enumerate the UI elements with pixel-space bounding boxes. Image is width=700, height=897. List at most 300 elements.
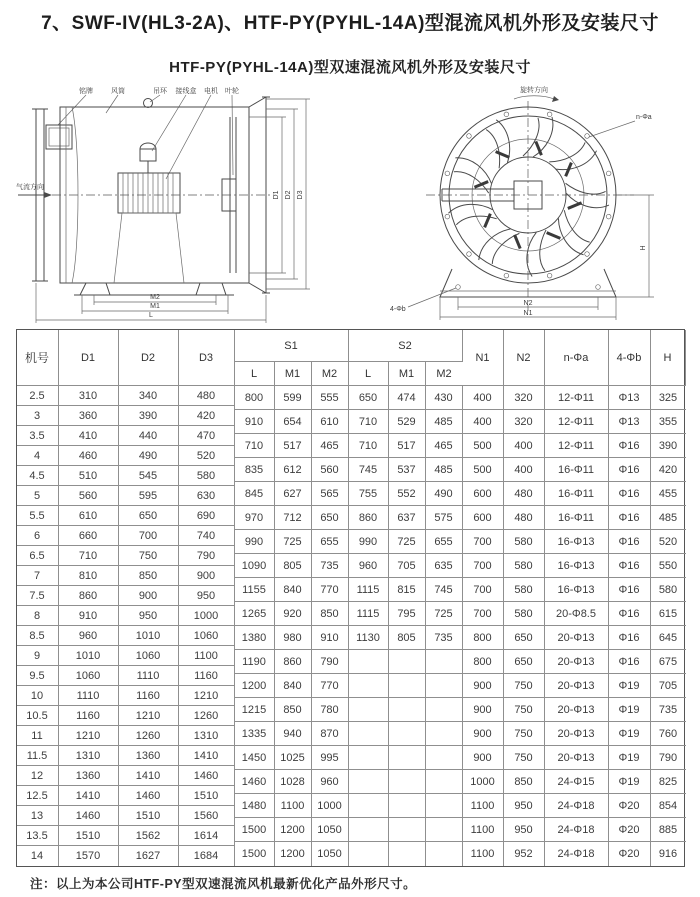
table-cell: 600: [463, 482, 504, 506]
table-cell: 1360: [119, 746, 179, 766]
table-cell: 20-Φ13: [545, 626, 609, 650]
table-cell: 735: [312, 554, 349, 578]
table-cell: [389, 674, 426, 698]
table-cell: 12: [17, 766, 59, 786]
table-cell: 455: [651, 482, 686, 506]
foot-bolt-hole: [456, 285, 461, 290]
table-cell: 580: [504, 554, 545, 578]
table-cell: 750: [504, 722, 545, 746]
table-cell: 700: [463, 602, 504, 626]
table-cell: 16-Φ11: [545, 458, 609, 482]
table-cell: 1560: [179, 806, 235, 826]
table-cell: 735: [426, 626, 463, 650]
table-cell: 900: [463, 746, 504, 770]
table-cell: 1360: [59, 766, 119, 786]
table-cell: [426, 842, 463, 866]
header-4b: 4-Φb: [609, 330, 651, 386]
dim-label-n2: N2: [523, 300, 533, 307]
table-cell: 700: [463, 530, 504, 554]
table-cell: 1410: [119, 766, 179, 786]
table-cell: 910: [312, 626, 349, 650]
table-cell: Φ19: [609, 674, 651, 698]
header-s2-l: L: [349, 362, 389, 386]
table-cell: 510: [59, 466, 119, 486]
header-s1-m2: M2: [312, 362, 349, 386]
table-cell: [349, 770, 389, 794]
table-cell: Φ19: [609, 770, 651, 794]
header-s1-m1: M1: [275, 362, 312, 386]
table-cell: 575: [426, 506, 463, 530]
table-cell: 1210: [59, 726, 119, 746]
header-s2-m2: M2: [426, 362, 463, 386]
part-label-casing: 风筒: [111, 88, 125, 95]
table-cell: [426, 650, 463, 674]
table-cell: 355: [651, 410, 686, 434]
foot-bolt-hole: [596, 285, 601, 290]
table-cell: 750: [504, 746, 545, 770]
table-cell: 900: [463, 698, 504, 722]
table-cell: 710: [235, 434, 275, 458]
table-cell: 1260: [119, 726, 179, 746]
table-cell: [389, 650, 426, 674]
dim-label-d1: D1: [273, 190, 280, 200]
table-cell: 1510: [119, 806, 179, 826]
header-s2-m1: M1: [389, 362, 426, 386]
table-cell: 550: [651, 554, 686, 578]
table-cell: 750: [119, 546, 179, 566]
table-cell: 805: [275, 554, 312, 578]
table-cell: 555: [312, 386, 349, 410]
table-cell: 710: [59, 546, 119, 566]
table-cell: 770: [312, 674, 349, 698]
dim-label-m2: M2: [150, 294, 160, 301]
table-cell: [426, 722, 463, 746]
table-cell: Φ16: [609, 458, 651, 482]
table-cell: 740: [179, 526, 235, 546]
table-cell: 16-Φ11: [545, 482, 609, 506]
table-cell: 16-Φ13: [545, 530, 609, 554]
table-cell: 552: [389, 482, 426, 506]
table-cell: [389, 770, 426, 794]
dim-label-n1: N1: [523, 310, 533, 317]
table-cell: 885: [651, 818, 686, 842]
table-cell: 7: [17, 566, 59, 586]
table-cell: 860: [275, 650, 312, 674]
header-model: 机号: [17, 330, 59, 386]
dim-label-l: L: [149, 312, 153, 319]
table-cell: 1160: [179, 666, 235, 686]
table-cell: 440: [119, 426, 179, 446]
table-cell: 560: [59, 486, 119, 506]
table-cell: 1460: [119, 786, 179, 806]
table-cell: 1028: [275, 770, 312, 794]
table-cell: 1110: [59, 686, 119, 706]
table-cell: 637: [389, 506, 426, 530]
table-cell: [426, 794, 463, 818]
table-cell: 1110: [119, 666, 179, 686]
dim-label-d2: D2: [285, 190, 292, 200]
table-cell: 900: [119, 586, 179, 606]
table-cell: 700: [119, 526, 179, 546]
table-cell: 1050: [312, 842, 349, 866]
table-cell: 360: [59, 406, 119, 426]
table-cell: 480: [179, 386, 235, 406]
table-cell: Φ16: [609, 530, 651, 554]
table-cell: 725: [426, 602, 463, 626]
table-cell: 755: [349, 482, 389, 506]
header-s1: S1: [235, 330, 349, 362]
table-cell: [349, 794, 389, 818]
table-cell: 1480: [235, 794, 275, 818]
table-cell: 980: [275, 626, 312, 650]
table-cell: 1060: [119, 646, 179, 666]
table-cell: 520: [651, 530, 686, 554]
table-cell: 565: [312, 482, 349, 506]
table-cell: 490: [426, 482, 463, 506]
table-cell: 800: [463, 650, 504, 674]
header-n2: N2: [504, 330, 545, 386]
table-cell: 1160: [119, 686, 179, 706]
table-cell: 1450: [235, 746, 275, 770]
table-cell: 1000: [179, 606, 235, 626]
table-cell: 1310: [59, 746, 119, 766]
table-cell: 960: [59, 626, 119, 646]
table-cell: 1210: [179, 686, 235, 706]
table-cell: 520: [179, 446, 235, 466]
table-cell: 529: [389, 410, 426, 434]
table-cell: Φ19: [609, 698, 651, 722]
table-cell: 560: [312, 458, 349, 482]
foot-bolts-label: 4-Φb: [390, 306, 406, 313]
table-cell: 810: [59, 566, 119, 586]
left-grid: [17, 386, 235, 866]
table-cell: 12-Φ11: [545, 410, 609, 434]
table-cell: 745: [349, 458, 389, 482]
table-cell: 900: [463, 674, 504, 698]
drawings-row: [14, 83, 686, 327]
table-cell: 870: [312, 722, 349, 746]
dim-label-m1: M1: [150, 303, 160, 310]
table-cell: 952: [504, 842, 545, 866]
table-cell: 850: [312, 602, 349, 626]
table-cell: 20-Φ13: [545, 722, 609, 746]
table-cell: 790: [651, 746, 686, 770]
table-cell: 24-Φ18: [545, 818, 609, 842]
table-cell: 940: [275, 722, 312, 746]
table-cell: 16-Φ11: [545, 506, 609, 530]
table-cell: Φ16: [609, 626, 651, 650]
table-cell: 650: [119, 506, 179, 526]
table-cell: [349, 746, 389, 770]
table-cell: 710: [349, 410, 389, 434]
table-cell: Φ16: [609, 482, 651, 506]
table-cell: 990: [235, 530, 275, 554]
table-cell: 825: [651, 770, 686, 794]
motor: [118, 173, 180, 213]
table-cell: 12-Φ11: [545, 386, 609, 410]
table-cell: 400: [463, 410, 504, 434]
spec-table: [16, 329, 685, 867]
table-cell: 610: [312, 410, 349, 434]
table-cell: 545: [119, 466, 179, 486]
table-cell: 9.5: [17, 666, 59, 686]
table-cell: 735: [651, 698, 686, 722]
table-cell: Φ13: [609, 386, 651, 410]
table-cell: 1100: [179, 646, 235, 666]
header-s1-l: L: [235, 362, 275, 386]
table-cell: 1090: [235, 554, 275, 578]
table-cell: 6: [17, 526, 59, 546]
table-cell: 805: [389, 626, 426, 650]
table-cell: 815: [389, 578, 426, 602]
table-cell: [389, 842, 426, 866]
table-cell: 320: [504, 410, 545, 434]
table-cell: 615: [651, 602, 686, 626]
table-cell: 712: [275, 506, 312, 530]
table-cell: 1115: [349, 602, 389, 626]
table-cell: 480: [504, 506, 545, 530]
header-d2: D2: [119, 330, 179, 386]
table-cell: 7.5: [17, 586, 59, 606]
table-cell: 1010: [119, 626, 179, 646]
table-cell: Φ19: [609, 746, 651, 770]
table-cell: 920: [275, 602, 312, 626]
table-cell: 410: [59, 426, 119, 446]
table-cell: 1100: [463, 842, 504, 866]
table-cell: 340: [119, 386, 179, 406]
table-cell: 1460: [59, 806, 119, 826]
table-cell: 950: [504, 794, 545, 818]
table-cell: 580: [651, 578, 686, 602]
table-cell: 460: [59, 446, 119, 466]
dim-label-h: H: [640, 245, 647, 251]
table-cell: 500: [463, 434, 504, 458]
table-cell: 1060: [59, 666, 119, 686]
table-cell: 4: [17, 446, 59, 466]
header-h: H: [651, 330, 686, 386]
table-cell: 485: [426, 458, 463, 482]
table-cell: 5.5: [17, 506, 59, 526]
table-cell: 16-Φ13: [545, 578, 609, 602]
table-cell: 3: [17, 406, 59, 426]
table-cell: Φ20: [609, 842, 651, 866]
table-cell: 725: [389, 530, 426, 554]
table-cell: [389, 818, 426, 842]
table-cell: 650: [504, 650, 545, 674]
table-cell: 675: [651, 650, 686, 674]
table-cell: 580: [504, 602, 545, 626]
table-cell: 970: [235, 506, 275, 530]
table-cell: 580: [504, 530, 545, 554]
table-cell: 950: [179, 586, 235, 606]
table-cell: 790: [312, 650, 349, 674]
table-cell: 1050: [312, 818, 349, 842]
table-cell: 310: [59, 386, 119, 406]
table-cell: 1210: [119, 706, 179, 726]
header-d1: D1: [59, 330, 119, 386]
header-s2: S2: [349, 330, 463, 362]
table-cell: Φ16: [609, 578, 651, 602]
table-cell: 474: [389, 386, 426, 410]
table-cell: 465: [312, 434, 349, 458]
table-cell: 24-Φ15: [545, 770, 609, 794]
table-cell: 10: [17, 686, 59, 706]
table-cell: 537: [389, 458, 426, 482]
table-cell: 465: [426, 434, 463, 458]
table-cell: 705: [389, 554, 426, 578]
table-cell: 650: [504, 626, 545, 650]
rotation-arrow-icon: [552, 96, 559, 102]
table-cell: 725: [275, 530, 312, 554]
table-cell: 1500: [235, 842, 275, 866]
table-cell: 1410: [59, 786, 119, 806]
table-cell: 1100: [463, 818, 504, 842]
table-cell: 485: [651, 506, 686, 530]
table-cell: Φ20: [609, 818, 651, 842]
table-cell: 645: [651, 626, 686, 650]
table-cell: 420: [179, 406, 235, 426]
table-cell: 1200: [275, 842, 312, 866]
table-cell: 8.5: [17, 626, 59, 646]
table-cell: 390: [119, 406, 179, 426]
table-cell: 12.5: [17, 786, 59, 806]
table-cell: 20-Φ13: [545, 698, 609, 722]
flange-bolts-label: n-Φa: [636, 114, 652, 121]
table-cell: 800: [235, 386, 275, 410]
table-cell: 24-Φ18: [545, 794, 609, 818]
table-cell: 635: [426, 554, 463, 578]
table-cell: 11: [17, 726, 59, 746]
junction-box: [140, 149, 156, 161]
table-cell: [426, 770, 463, 794]
table-cell: 1100: [275, 794, 312, 818]
table-cell: 20-Φ13: [545, 746, 609, 770]
table-cell: 1215: [235, 698, 275, 722]
table-cell: 1570: [59, 846, 119, 866]
table-cell: 612: [275, 458, 312, 482]
table-cell: 580: [179, 466, 235, 486]
part-label-impeller: 叶轮: [225, 88, 239, 95]
header-na: n-Φa: [545, 330, 609, 386]
table-cell: 1335: [235, 722, 275, 746]
table-cell: [426, 674, 463, 698]
table-cell: 1025: [275, 746, 312, 770]
table-cell: 9: [17, 646, 59, 666]
table-cell: 700: [463, 578, 504, 602]
table-cell: 627: [275, 482, 312, 506]
table-cell: 490: [119, 446, 179, 466]
table-cell: 1130: [349, 626, 389, 650]
table-cell: Φ16: [609, 506, 651, 530]
fan-front-view-drawing: [386, 83, 686, 327]
table-cell: 655: [426, 530, 463, 554]
table-cell: 700: [463, 554, 504, 578]
table-cell: 710: [349, 434, 389, 458]
page-subtitle: HTF-PY(PYHL-14A)型双速混流风机外形及安装尺寸: [169, 59, 531, 76]
table-cell: 1115: [349, 578, 389, 602]
table-cell: 4.5: [17, 466, 59, 486]
table-cell: 595: [119, 486, 179, 506]
leader-lines: [58, 95, 233, 179]
table-cell: 325: [651, 386, 686, 410]
table-cell: Φ16: [609, 434, 651, 458]
table-cell: 654: [275, 410, 312, 434]
table-cell: 400: [504, 434, 545, 458]
table-cell: 6.5: [17, 546, 59, 566]
table-cell: 500: [463, 458, 504, 482]
table-cell: 1200: [275, 818, 312, 842]
page-title: 7、SWF-IV(HL3-2A)、HTF-PY(PYHL-14A)型混流风机外形及安装尺寸: [41, 13, 659, 34]
table-body: [17, 386, 684, 866]
part-label-lifting-ring: 吊环: [153, 88, 167, 95]
table-cell: 20-Φ13: [545, 650, 609, 674]
table-cell: 900: [179, 566, 235, 586]
table-cell: 1100: [463, 794, 504, 818]
table-cell: [389, 794, 426, 818]
table-cell: 760: [651, 722, 686, 746]
right-grid: [235, 386, 686, 866]
table-cell: 630: [179, 486, 235, 506]
table-cell: Φ16: [609, 650, 651, 674]
table-cell: 990: [349, 530, 389, 554]
table-cell: 750: [504, 674, 545, 698]
table-cell: 517: [275, 434, 312, 458]
table-cell: 795: [389, 602, 426, 626]
fan-side-view-drawing: [14, 83, 356, 327]
table-cell: 20-Φ8.5: [545, 602, 609, 626]
table-cell: 850: [119, 566, 179, 586]
table-cell: 745: [426, 578, 463, 602]
table-cell: 1190: [235, 650, 275, 674]
footnote: 注：以上为本公司HTF-PY型双速混流风机最新优化产品外形尺寸。: [30, 877, 417, 891]
table-cell: 995: [312, 746, 349, 770]
table-cell: Φ20: [609, 794, 651, 818]
table-cell: 20-Φ13: [545, 674, 609, 698]
table-cell: 1380: [235, 626, 275, 650]
table-cell: [349, 650, 389, 674]
table-cell: 950: [119, 606, 179, 626]
table-cell: 5: [17, 486, 59, 506]
table-cell: 1000: [463, 770, 504, 794]
table-cell: 1510: [179, 786, 235, 806]
table-cell: 1460: [179, 766, 235, 786]
table-cell: 610: [59, 506, 119, 526]
table-cell: 1500: [235, 818, 275, 842]
dim-label-d3: D3: [297, 190, 304, 200]
table-cell: 790: [179, 546, 235, 566]
table-cell: 690: [179, 506, 235, 526]
table-cell: 900: [463, 722, 504, 746]
table-cell: 850: [275, 698, 312, 722]
table-cell: 485: [426, 410, 463, 434]
table-cell: 11.5: [17, 746, 59, 766]
table-cell: 840: [275, 674, 312, 698]
lifting-ring: [144, 99, 153, 108]
part-label-motor: 电机: [204, 88, 218, 95]
table-cell: 845: [235, 482, 275, 506]
table-cell: 650: [349, 386, 389, 410]
rotation-label: 旋转方向: [520, 87, 548, 94]
table-cell: 470: [179, 426, 235, 446]
table-cell: 910: [235, 410, 275, 434]
table-cell: 950: [504, 818, 545, 842]
airflow-label: 气流方向: [16, 184, 44, 191]
table-cell: 320: [504, 386, 545, 410]
table-cell: [349, 842, 389, 866]
table-cell: 1310: [179, 726, 235, 746]
table-cell: 517: [389, 434, 426, 458]
table-cell: 599: [275, 386, 312, 410]
